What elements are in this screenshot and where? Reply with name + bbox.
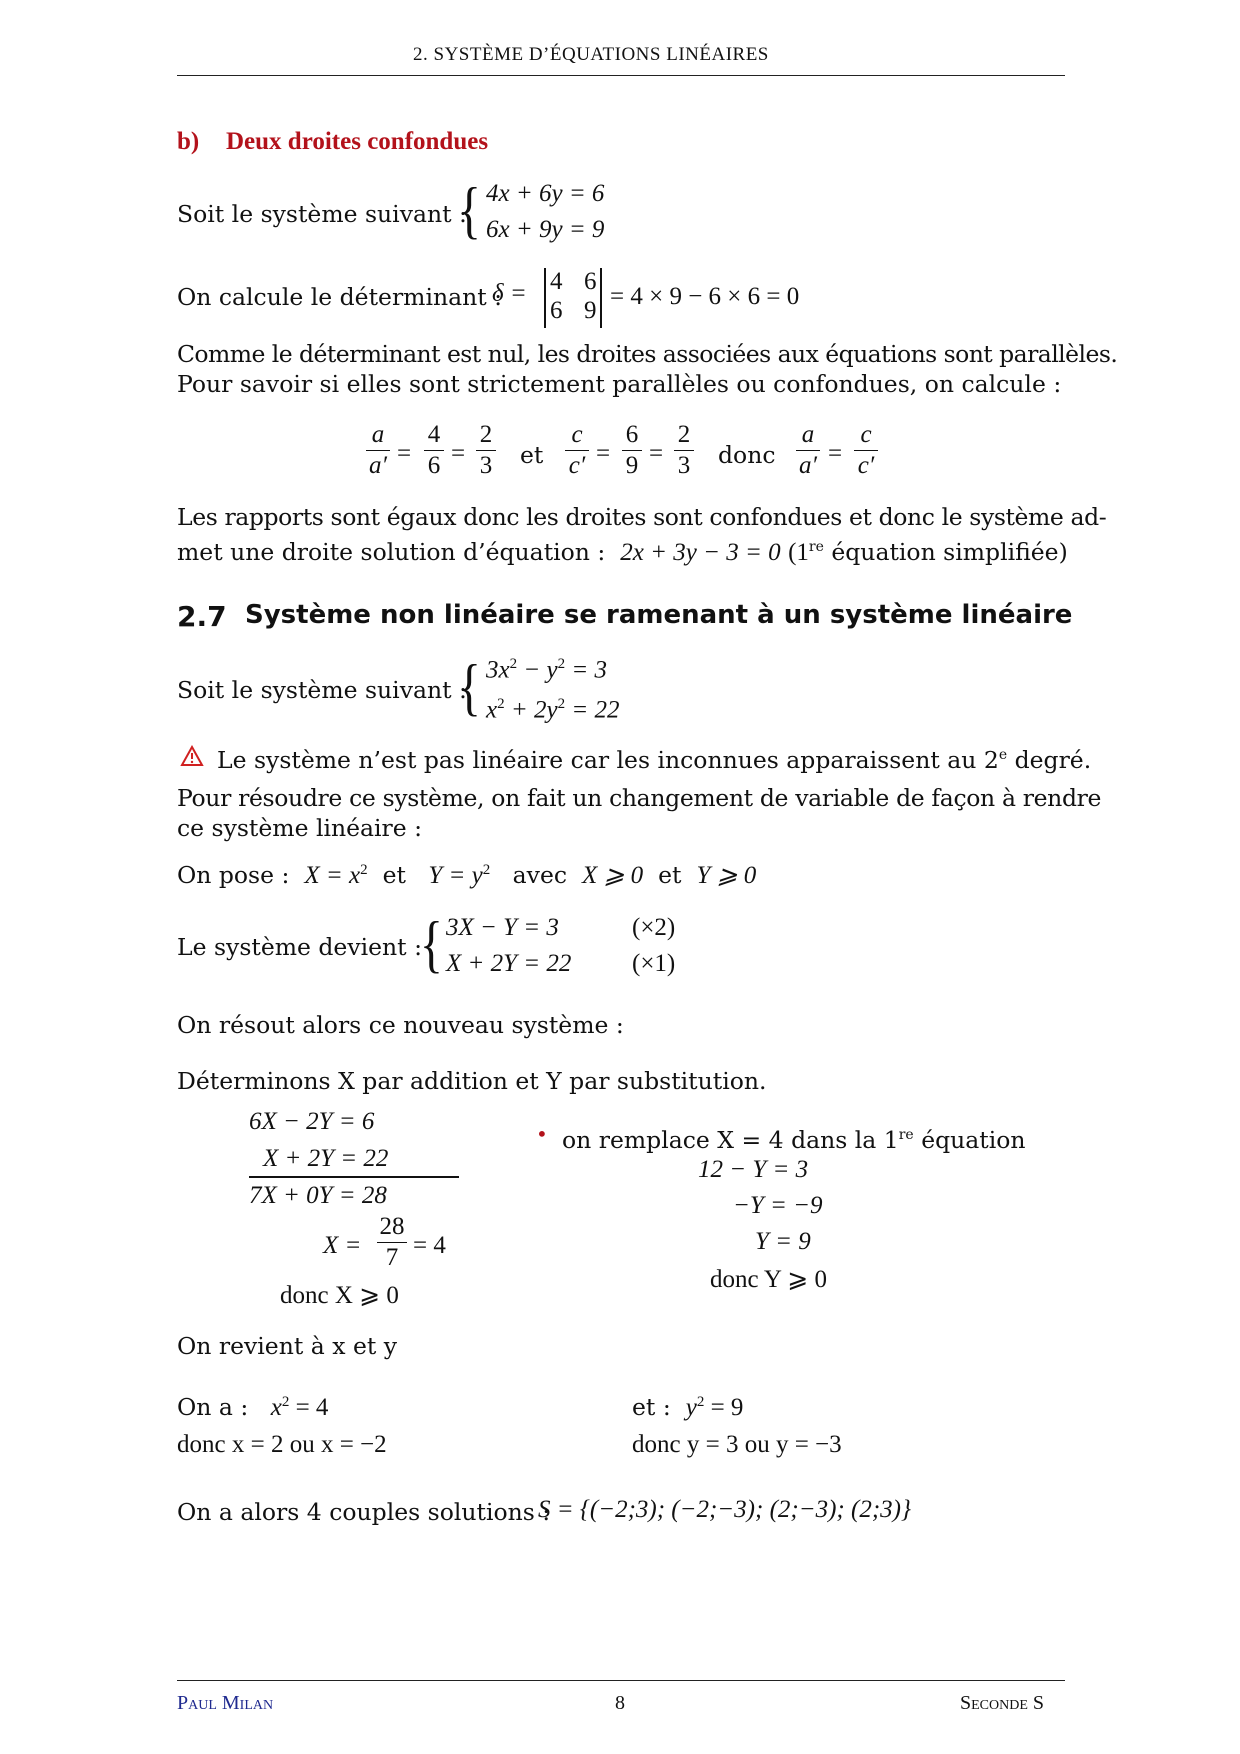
ratio-c-over-cprime-2: c c′ bbox=[854, 420, 878, 481]
ratio-eq-3: = bbox=[596, 440, 611, 467]
ratio-2-over-3: 2 3 bbox=[476, 420, 496, 481]
paragraph3-line1: Pour résoudre ce système, on fait un changement de variable de façon à rendre bbox=[177, 784, 1102, 812]
system3-mult2: (×1) bbox=[632, 950, 676, 977]
substitution-line4: donc Y ⩾ 0 bbox=[710, 1266, 827, 1293]
addition-x-lhs: X = bbox=[323, 1232, 362, 1259]
system2-eq2: $x^2 + 2y^2 = 22$ bbox=[486, 696, 620, 724]
system3-mult1: (×2) bbox=[632, 914, 676, 941]
determinant-intro: On calcule le déterminant : bbox=[177, 283, 503, 311]
ratio-eq-2: = bbox=[451, 440, 466, 467]
substitution-intro: on remplace X = 4 dans la 1re équation bbox=[562, 1125, 1026, 1154]
ratio-2-over-3-b: 2 3 bbox=[674, 420, 694, 481]
substitution-line3: Y = 9 bbox=[755, 1228, 811, 1255]
subsection-title: Deux droites confondues bbox=[226, 128, 489, 155]
ratio-donc: donc bbox=[718, 441, 776, 469]
footer-rule bbox=[177, 1680, 1065, 1681]
ratio-6-over-9: 6 9 bbox=[622, 420, 642, 481]
back-left-line1: On a : $x^2 = 4$ bbox=[177, 1392, 329, 1421]
ratio-eq-5: = bbox=[828, 440, 843, 467]
warning-icon bbox=[180, 745, 204, 767]
section-title: Système non linéaire se ramenant à un système linéaire bbox=[245, 600, 1073, 630]
addition-x-rhs: = 4 bbox=[413, 1232, 446, 1259]
addition-donc: donc X ⩾ 0 bbox=[280, 1282, 399, 1309]
determinant-right-bar bbox=[600, 268, 602, 328]
paragraph1-line2: Pour savoir si elles sont strictement parallèles ou confondues, on calcule : bbox=[177, 370, 1062, 398]
solutions-intro: On a alors 4 couples solutions : bbox=[177, 1498, 551, 1526]
back-right-line1: et : $y^2 = 9$ bbox=[632, 1392, 744, 1421]
paragraph2-line2: met une droite solution d’équation : 2x + 3y − 3 = 0 (1re équation simplifiée) bbox=[177, 537, 1068, 566]
substitution-line1: 12 − Y = 3 bbox=[698, 1156, 809, 1183]
determinant-m11: 4 bbox=[550, 268, 563, 295]
determinant-rhs: = 4 × 9 − 6 × 6 = 0 bbox=[610, 283, 800, 310]
addition-line3: 7X + 0Y = 28 bbox=[249, 1182, 387, 1209]
solutions-set: S = {(−2;3); (−2;−3); (2;−3); (2;3)} bbox=[538, 1496, 911, 1523]
substitution-bullet: • bbox=[536, 1122, 548, 1146]
paragraph1-line1: Comme le déterminant est nul, les droites associées aux équations sont parallèles. bbox=[177, 340, 1118, 368]
system2-eq1: $3x^2 - y^2 = 3$ bbox=[486, 656, 607, 684]
ratio-a-over-aprime: a a′ bbox=[366, 420, 390, 481]
addition-rule bbox=[249, 1176, 459, 1178]
footer-author: Paul Milan bbox=[177, 1692, 274, 1714]
system1-brace: { bbox=[457, 174, 481, 245]
addition-x-fraction: 28 7 bbox=[377, 1212, 407, 1273]
substitution-line2: −Y = −9 bbox=[733, 1192, 823, 1219]
system3-intro: Le système devient : bbox=[177, 933, 423, 961]
ratio-c-over-cprime: c c′ bbox=[565, 420, 589, 481]
system3-eq2: X + 2Y = 22 bbox=[446, 950, 572, 977]
footer-page-number: 8 bbox=[615, 1692, 625, 1714]
system2-brace: { bbox=[457, 651, 481, 722]
determinant-m22: 9 bbox=[584, 297, 597, 324]
determinons-text: Déterminons X par addition et Y par substitution. bbox=[177, 1067, 767, 1095]
ratio-4-over-6: 4 6 bbox=[424, 420, 444, 481]
system1-eq2: 6x + 9y = 9 bbox=[486, 216, 605, 243]
subsection-label: b) bbox=[177, 128, 200, 155]
line-equation: 2x + 3y − 3 = 0 bbox=[620, 538, 781, 566]
resout-text: On résout alors ce nouveau système : bbox=[177, 1011, 624, 1039]
addition-line2: X + 2Y = 22 bbox=[263, 1145, 389, 1172]
system1-eq1: 4x + 6y = 6 bbox=[486, 180, 605, 207]
header-rule bbox=[177, 75, 1065, 76]
determinant-left-bar bbox=[544, 268, 546, 328]
footer-class: Seconde S bbox=[960, 1692, 1045, 1714]
ratio-a-over-aprime-2: a a′ bbox=[796, 420, 820, 481]
system2-intro: Soit le système suivant : bbox=[177, 676, 467, 704]
determinant-lhs: δ = bbox=[492, 280, 527, 307]
warning-text: Le système n’est pas linéaire car les inconnues apparaissent au 2e degré. bbox=[217, 745, 1092, 774]
system3-eq1: 3X − Y = 3 bbox=[446, 914, 559, 941]
back-left-line2: donc x = 2 ou x = −2 bbox=[177, 1431, 387, 1458]
section-number: 2.7 bbox=[177, 600, 227, 633]
ratio-eq-1: = bbox=[397, 440, 412, 467]
addition-line1: 6X − 2Y = 6 bbox=[249, 1108, 375, 1135]
running-header: 2. SYSTÈME D’ÉQUATIONS LINÉAIRES bbox=[413, 44, 769, 65]
ratio-et: et bbox=[520, 441, 544, 469]
revient-text: On revient à x et y bbox=[177, 1332, 398, 1360]
back-right-line2: donc y = 3 ou y = −3 bbox=[632, 1431, 842, 1458]
pose-line: On pose : $X = x^2$ et $Y = y^2$ avec X ⩾ 0 et Y ⩾ 0 bbox=[177, 860, 757, 889]
determinant-m21: 6 bbox=[550, 297, 563, 324]
ratio-eq-4: = bbox=[649, 440, 664, 467]
determinant-m12: 6 bbox=[584, 268, 597, 295]
paragraph3-line2: ce système linéaire : bbox=[177, 814, 423, 842]
paragraph2-line1: Les rapports sont égaux donc les droites sont confondues et donc le système ad- bbox=[177, 503, 1107, 531]
system1-intro: Soit le système suivant : bbox=[177, 200, 467, 228]
system3-brace: { bbox=[419, 908, 443, 979]
